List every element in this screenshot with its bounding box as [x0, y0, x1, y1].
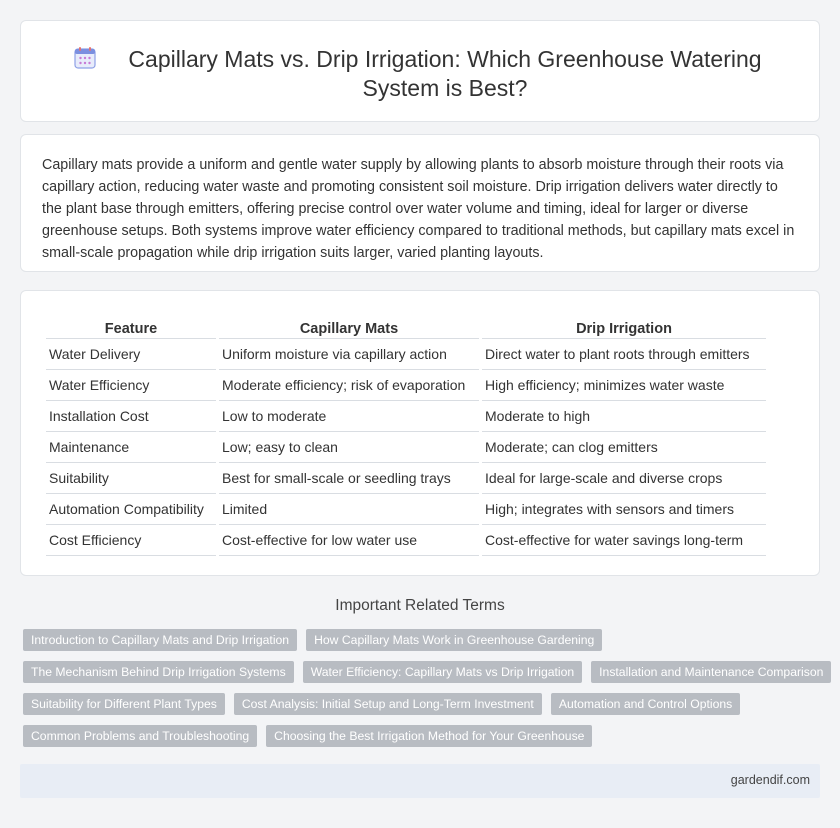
table-cell: Limited — [219, 494, 479, 525]
related-term-tag[interactable]: Water Efficiency: Capillary Mats vs Drip Irrigation — [303, 661, 582, 683]
intro-card — [20, 134, 820, 272]
related-term-tag[interactable]: Introduction to Capillary Mats and Drip Irrigation — [23, 629, 297, 651]
table-row — [46, 525, 766, 556]
table-cell: Maintenance — [46, 432, 216, 463]
page-title: Capillary Mats vs. Drip Irrigation: Which Greenhouse Watering System is Best? — [128, 46, 762, 101]
column-header-drip-irrigation: Drip Irrigation — [482, 315, 766, 339]
related-term-tag[interactable]: Installation and Maintenance Comparison — [591, 661, 831, 683]
table-cell: Automation Compatibility — [46, 494, 216, 525]
column-header-feature: Feature — [46, 315, 216, 339]
tag-row — [23, 661, 823, 683]
table-cell: Low; easy to clean — [219, 432, 479, 463]
table-row — [46, 339, 766, 370]
related-term-tag[interactable]: Cost Analysis: Initial Setup and Long-Term Investment — [234, 693, 542, 715]
related-term-tag[interactable]: Suitability for Different Plant Types — [23, 693, 225, 715]
comparison-table — [43, 315, 769, 556]
related-term-tag[interactable]: Choosing the Best Irrigation Method for Your Greenhouse — [266, 725, 592, 747]
comparison-card — [20, 290, 820, 576]
tag-row — [23, 725, 823, 747]
table-row — [46, 401, 766, 432]
table-row — [46, 370, 766, 401]
tag-row — [23, 693, 823, 715]
table-cell: Ideal for large-scale and diverse crops — [482, 463, 766, 494]
table-row — [46, 494, 766, 525]
related-term-tag[interactable]: Common Problems and Troubleshooting — [23, 725, 257, 747]
tag-row — [23, 629, 823, 651]
related-terms-list — [23, 629, 823, 757]
related-terms-heading: Important Related Terms — [335, 597, 505, 614]
table-cell: Direct water to plant roots through emitters — [482, 339, 766, 370]
related-term-tag[interactable]: The Mechanism Behind Drip Irrigation Systems — [23, 661, 294, 683]
table-cell: High; integrates with sensors and timers — [482, 494, 766, 525]
table-cell: Best for small-scale or seedling trays — [219, 463, 479, 494]
table-cell: Suitability — [46, 463, 216, 494]
related-term-tag[interactable]: Automation and Control Options — [551, 693, 740, 715]
intro-paragraph: Capillary mats provide a uniform and gentle water supply by allowing plants to absorb moisture through their roots via capillary action, reducing water waste and promoting consistent soil moisture. Drip irrigation delivers water directly to the plant base through emitters, offering precise control over water volume and timing, ideal for larger or diverse greenhouse setups. Both systems improve water efficiency compared to traditional methods, but capillary mats excel in small-scale propagation while drip irrigation suits larger, varied planting layouts. — [42, 157, 795, 261]
table-row — [46, 432, 766, 463]
table-row — [46, 463, 766, 494]
table-cell: High efficiency; minimizes water waste — [482, 370, 766, 401]
table-header-row — [46, 315, 766, 339]
table-cell: Low to moderate — [219, 401, 479, 432]
footer — [20, 764, 820, 798]
table-cell: Cost Efficiency — [46, 525, 216, 556]
table-cell: Moderate efficiency; risk of evaporation — [219, 370, 479, 401]
column-header-capillary-mats: Capillary Mats — [219, 315, 479, 339]
footer-site-link[interactable]: gardendif.com — [730, 773, 810, 787]
table-cell: Cost-effective for low water use — [219, 525, 479, 556]
table-cell: Uniform moisture via capillary action — [219, 339, 479, 370]
table-cell: Water Efficiency — [46, 370, 216, 401]
table-cell: Moderate to high — [482, 401, 766, 432]
table-cell: Water Delivery — [46, 339, 216, 370]
related-term-tag[interactable]: How Capillary Mats Work in Greenhouse Gardening — [306, 629, 602, 651]
table-cell: Installation Cost — [46, 401, 216, 432]
table-cell: Cost-effective for water savings long-term — [482, 525, 766, 556]
table-cell: Moderate; can clog emitters — [482, 432, 766, 463]
title-card — [20, 20, 820, 122]
